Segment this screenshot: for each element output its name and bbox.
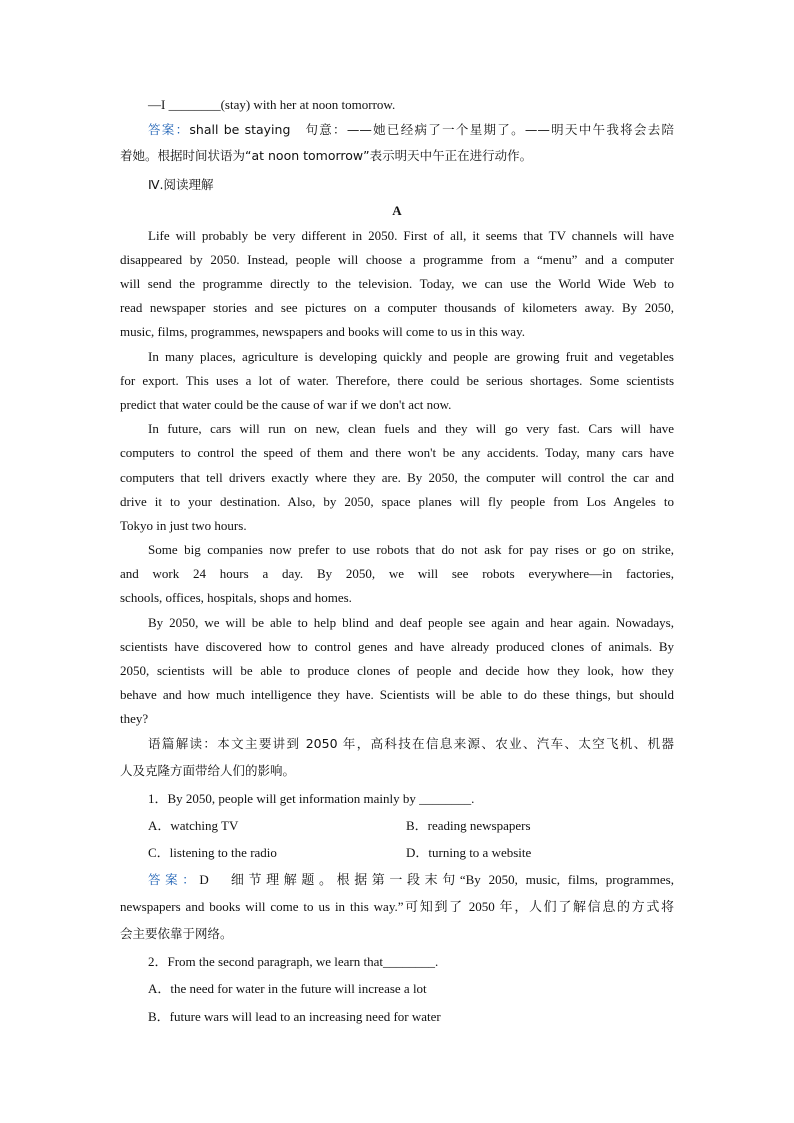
- section-heading: Ⅳ.阅读理解: [148, 177, 214, 192]
- paragraph-line: In many places, agriculture is developing quickly and people are growing fruit and vegetables: [148, 349, 674, 364]
- option-1a: A．watching TV: [148, 818, 239, 833]
- option-2a: A．the need for water in the future will increase a lot: [148, 981, 427, 996]
- paragraph-line: Some big companies now prefer to use robots that do not ask for pay rises or go on strike,: [148, 542, 674, 557]
- passage-summary-line-2: 人及克隆方面带给人们的影响。: [120, 763, 296, 778]
- answer-1-line-3: 会主要依靠于网络。: [120, 926, 233, 941]
- paragraph-line: Tokyo in just two hours.: [120, 518, 247, 533]
- answer-line-1: 答案：shall be staying 句意：——她已经病了一个星期了。——明天中午我将会去陪: [148, 122, 674, 137]
- paragraph-line: Life will probably be very different in 2050. First of all, it seems that TV channels will have: [148, 228, 674, 243]
- answer-label: 答案：: [148, 872, 200, 887]
- paragraph-line: read newspaper stories and see pictures on a computer thousands of kilometers away. By 2050,: [120, 300, 674, 315]
- question-2: 2．From the second paragraph, we learn that________.: [148, 954, 439, 969]
- paragraph-line: drive it to your destination. Also, by 2050, space planes will fly people from Los Angeles to: [120, 494, 674, 509]
- answer-1-line-1: 答案：D 细节理解题。根据第一段末句“By 2050, music, films, programmes,: [148, 872, 674, 887]
- paragraph-line: predict that water could be the cause of war if we don't act now.: [120, 397, 452, 412]
- paragraph-line: music, films, programmes, newspapers and books will come to us in this way.: [120, 324, 525, 339]
- paragraph-line: scientists have discovered how to control genes and have already produced clones of animals. By: [120, 639, 674, 654]
- paragraph-line: In future, cars will run on new, clean fuels and they will go very fast. Cars will have: [148, 421, 674, 436]
- option-1c: C．listening to the radio: [148, 845, 277, 860]
- option-1d: D．turning to a website: [406, 845, 532, 860]
- answer-label: 答案：: [148, 122, 190, 137]
- option-1b: B．reading newspapers: [406, 818, 531, 833]
- paragraph-line: and work 24 hours a day. By 2050, we will see robots everywhere—in factories,: [120, 566, 674, 581]
- paragraph-line: disappeared by 2050. Instead, people will choose a programme from a “menu” and a computer: [120, 252, 674, 267]
- paragraph-line: By 2050, we will be able to help blind and deaf people see again and hear again. Nowadays,: [148, 615, 674, 630]
- answer-1-line-2: newspapers and books will come to us in this way.”可知到了 2050 年，人们了解信息的方式将: [120, 899, 674, 914]
- paragraph-line: computers to control the speed of them and there won't be any accidents. Today, many cars have: [120, 445, 674, 460]
- question-1: 1．By 2050, people will get information mainly by ________.: [148, 791, 475, 806]
- passage-summary-line-1: 语篇解读：本文主要讲到 2050 年，高科技在信息来源、农业、汽车、太空飞机、机器: [148, 736, 674, 751]
- dialogue-line: —I ________(stay) with her at noon tomorrow.: [148, 97, 396, 112]
- option-2b: B．future wars will lead to an increasing need for water: [148, 1009, 441, 1024]
- passage-title: A: [392, 203, 402, 218]
- paragraph-line: they?: [120, 711, 149, 726]
- paragraph-line: for export. This uses a lot of water. Therefore, there could be serious shortages. Some scientists: [120, 373, 674, 388]
- answer-line-2: 着她。根据时间状语为“at noon tomorrow”表示明天中午正在进行动作。: [120, 148, 533, 163]
- paragraph-line: will send the programme directly to the television. Today, we can use the World Wide Web to: [120, 276, 674, 291]
- paragraph-line: computers that tell drivers exactly where they are. By 2050, the computer will control the car and: [120, 470, 674, 485]
- paragraph-line: schools, offices, hospitals, shops and homes.: [120, 590, 352, 605]
- paragraph-line: 2050, scientists will be able to produce clones of people and decide how they look, how they: [120, 663, 674, 678]
- paragraph-line: behave and how much intelligence they have. Scientists will be able to do these things, but should: [120, 687, 674, 702]
